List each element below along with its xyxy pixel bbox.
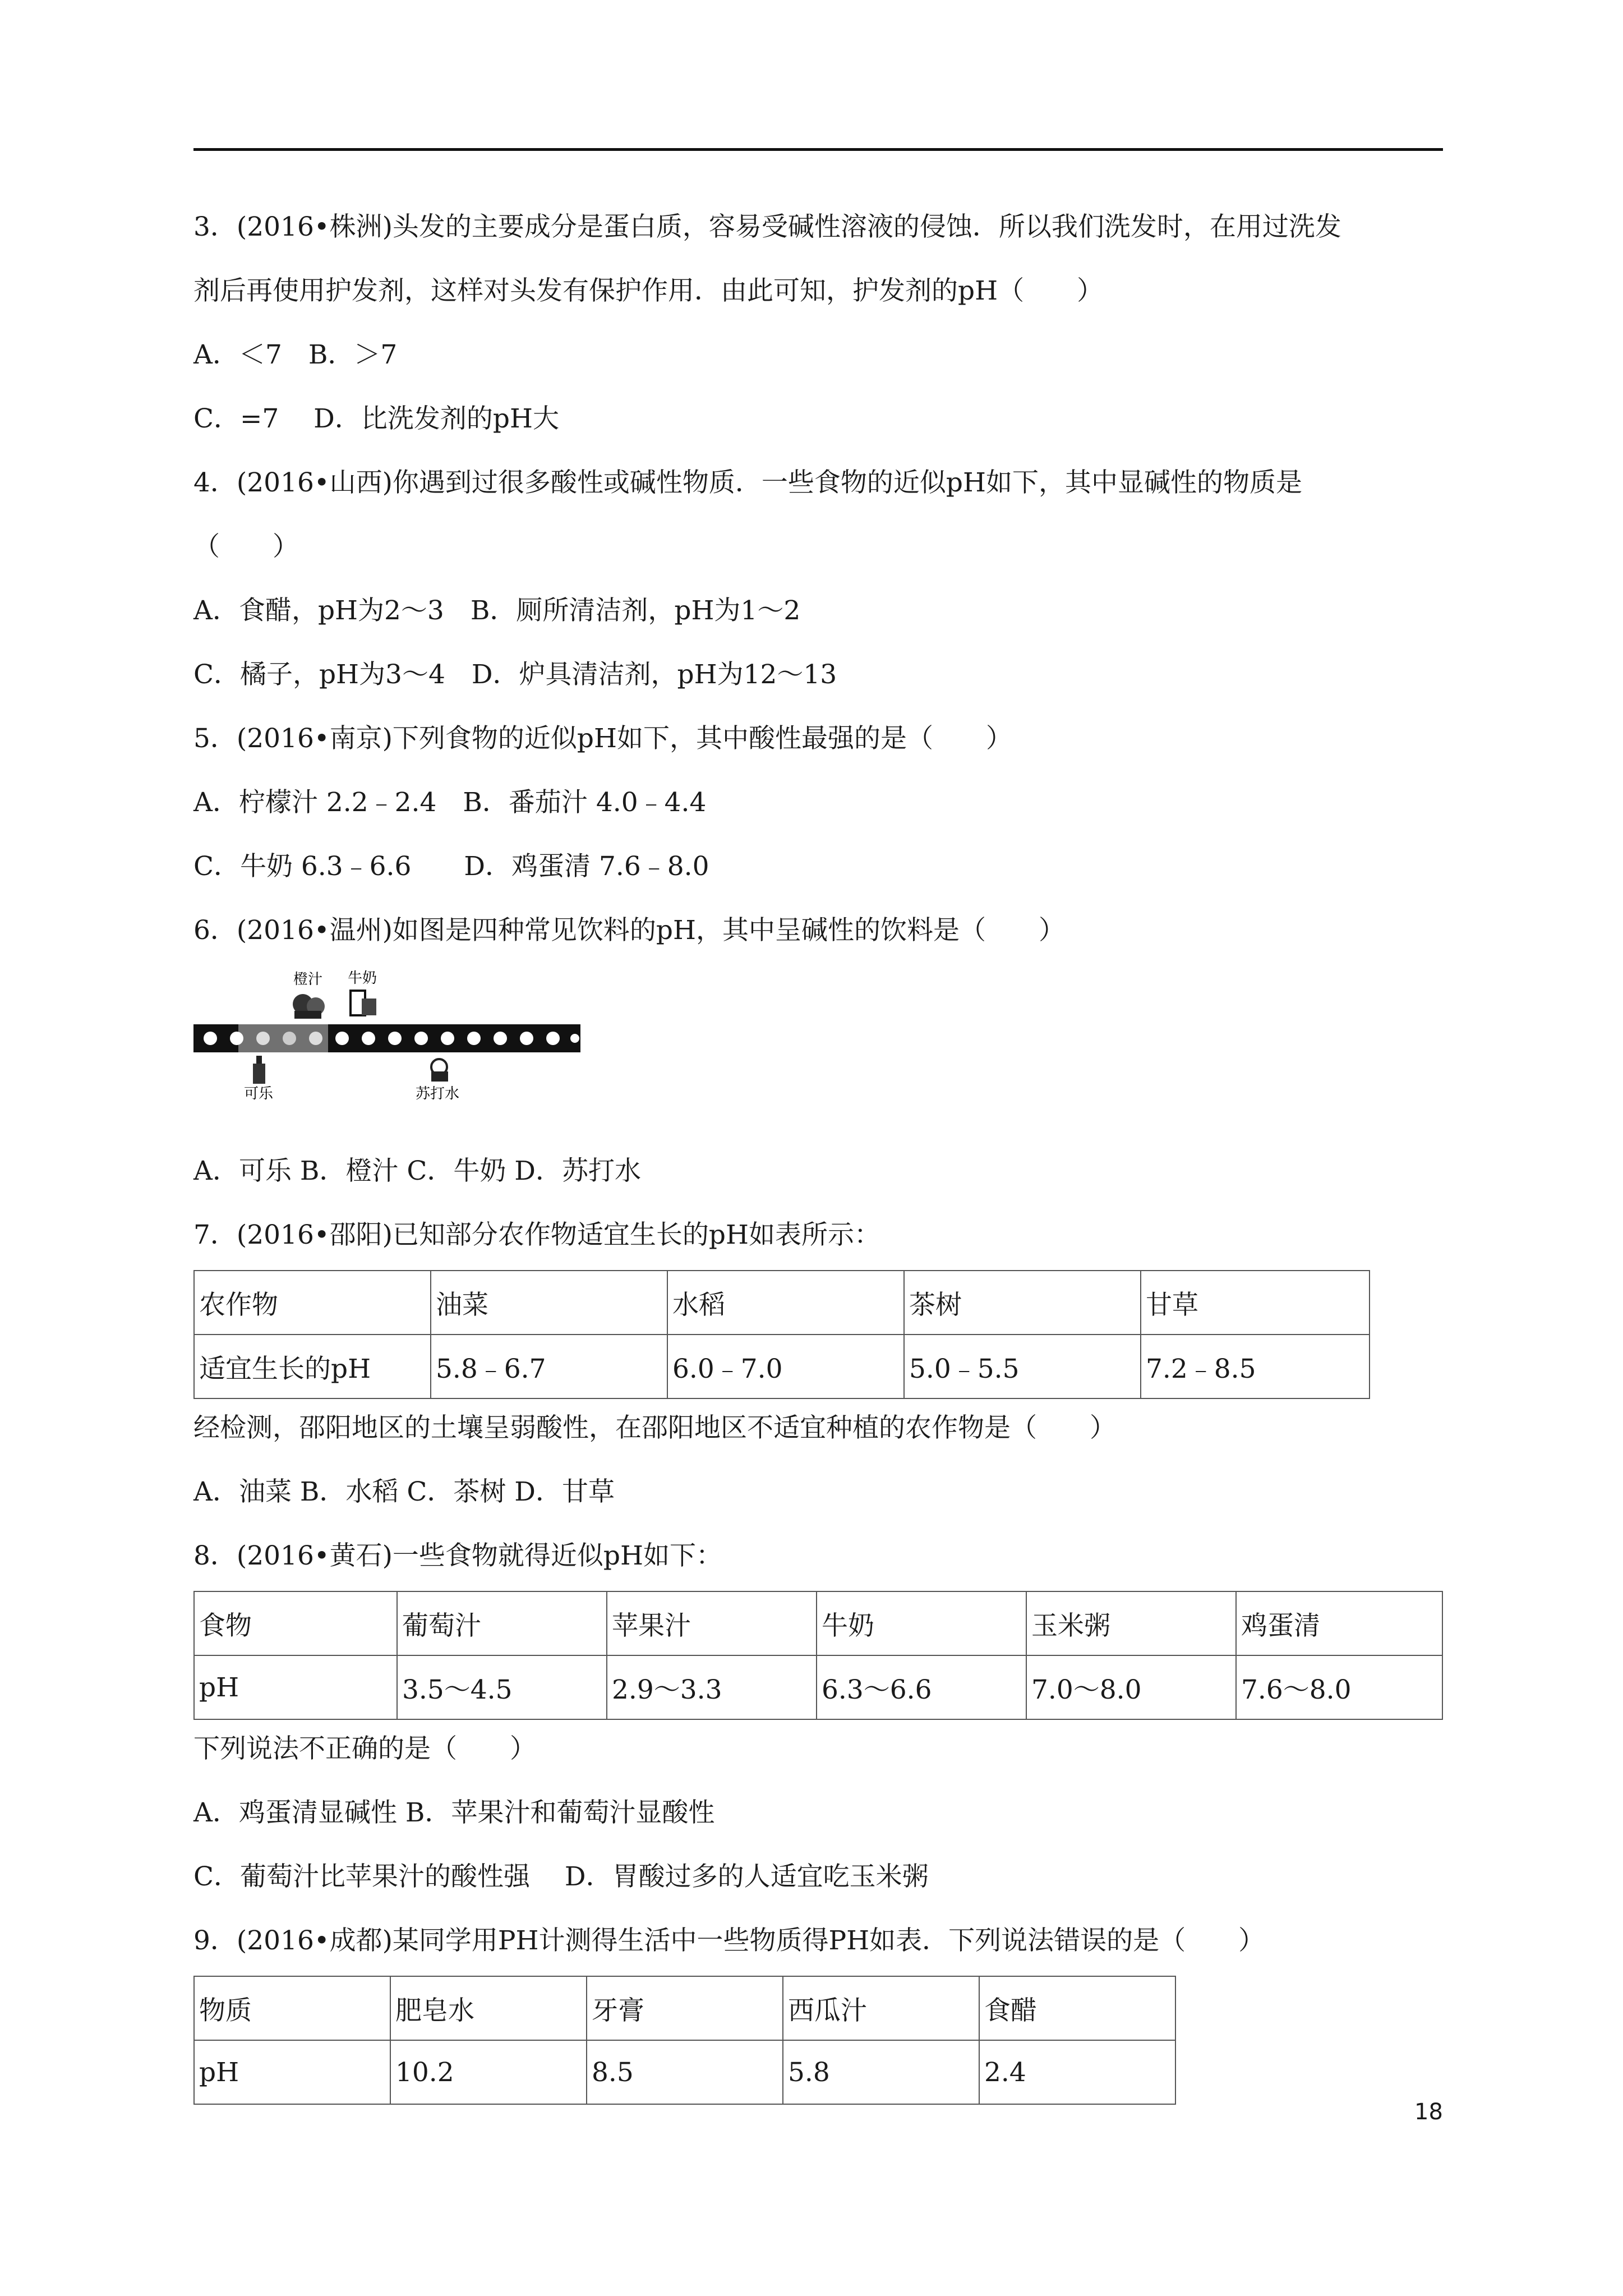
q4-options-ab: A．食醋，pH为2～3 B．厕所清洁剂，pH为1～2 [193, 595, 801, 626]
q3-stem-line2: 剂后再使用护发剂，这样对头发有保护作用．由此可知，护发剂的pH（ ） [193, 275, 1104, 306]
label-soda-water: 苏打水 [416, 1085, 460, 1101]
q7-options: A．油菜 B．水稻 C．茶树 D．甘草 [193, 1476, 615, 1507]
table-cell: 7.0～8.0 [1026, 1655, 1236, 1719]
q3-stem-line1: 3．(2016•株洲)头发的主要成分是蛋白质，容易受碱性溶液的侵蚀．所以我们洗发时，在用过洗发 [193, 211, 1341, 242]
table-cell: 适宜生长的pH [194, 1335, 431, 1398]
q5-stem: 5．(2016•南京)下列食物的近似pH如下，其中酸性最强的是（ ） [193, 723, 1012, 754]
ph-scale-figure [193, 966, 586, 1101]
soda-water-icon [431, 1059, 448, 1082]
table-cell: 玉米粥 [1026, 1591, 1236, 1655]
table-cell: 肥皂水 [390, 1976, 587, 2040]
label-milk: 牛奶 [348, 970, 377, 987]
cola-bottle-icon [253, 1056, 265, 1084]
table-cell: 牛奶 [817, 1591, 1026, 1655]
q7-stem: 7．(2016•邵阳)已知部分农作物适宜生长的pH如表所示： [193, 1220, 880, 1250]
table-cell: 5.8﹣6.7 [431, 1335, 667, 1398]
table-cell: 西瓜汁 [783, 1976, 979, 2040]
table-cell: 3.5～4.5 [397, 1655, 607, 1719]
table-cell: 食物 [194, 1591, 397, 1655]
table-cell: 5.8 [783, 2040, 979, 2104]
table-cell: 苹果汁 [607, 1591, 817, 1655]
q4-stem-line2: （ ） [193, 531, 299, 562]
q7-question: 经检测，邵阳地区的土壤呈弱酸性，在邵阳地区不适宜种植的农作物是（ ） [193, 1412, 1116, 1443]
q9-substance-ph-table [193, 1976, 1176, 2105]
table-cell: 葡萄汁 [397, 1591, 607, 1655]
table-cell: 2.4 [979, 2040, 1175, 2104]
q5-options-cd: C．牛奶 6.3﹣6.6 D．鸡蛋清 7.6﹣8.0 [193, 851, 709, 882]
table-cell: 牙膏 [587, 1976, 783, 2040]
q9-stem: 9．(2016•成都)某同学用PH计测得生活中一些物质得PH如表．下列说法错误的是（ ） [193, 1925, 1265, 1956]
q5-options-ab: A．柠檬汁 2.2﹣2.4 B．番茄汁 4.0﹣4.4 [193, 787, 707, 818]
q4-stem-line1: 4．(2016•山西)你遇到过很多酸性或碱性物质．一些食物的近似pH如下，其中显碱性的物质是 [193, 467, 1302, 498]
q3-options-ab: A．＜7 B．＞7 [193, 339, 398, 370]
table-cell: 油菜 [431, 1271, 667, 1335]
table-cell: 甘草 [1141, 1271, 1370, 1335]
label-cola: 可乐 [244, 1085, 274, 1101]
q3-options-cd: C．=7 D．比洗发剂的pH大 [193, 403, 559, 434]
q8-stem: 8．(2016•黄石)一些食物就得近似pH如下： [193, 1540, 722, 1571]
ph-scale-marks [204, 1032, 579, 1045]
table-cell: 水稻 [667, 1271, 904, 1335]
q8-food-ph-table [193, 1591, 1443, 1720]
milk-carton-icon [351, 991, 376, 1015]
table-cell: 茶树 [904, 1271, 1141, 1335]
table-cell: 7.6～8.0 [1236, 1655, 1442, 1719]
table-cell: pH [194, 2040, 390, 2104]
q6-options: A．可乐 B．橙汁 C．牛奶 D．苏打水 [193, 1156, 641, 1186]
q8-options-ab: A．鸡蛋清显碱性 B．苹果汁和葡萄汁显酸性 [193, 1797, 715, 1828]
q6-stem: 6．(2016•温州)如图是四种常见饮料的pH，其中呈碱性的饮料是（ ） [193, 915, 1065, 946]
q4-options-cd: C．橘子，pH为3～4 D．炉具清洁剂，pH为12～13 [193, 659, 837, 690]
table-cell: 7.2﹣8.5 [1141, 1335, 1370, 1398]
table-cell: pH [194, 1655, 397, 1719]
table-cell: 农作物 [194, 1271, 431, 1335]
q8-question: 下列说法不正确的是（ ） [193, 1733, 536, 1764]
table-cell: 食醋 [979, 1976, 1175, 2040]
table-cell: 2.9～3.3 [607, 1655, 817, 1719]
table-cell: 5.0﹣5.5 [904, 1335, 1141, 1398]
page-number: 18 [1414, 2099, 1443, 2125]
table-cell: 物质 [194, 1976, 390, 2040]
table-cell: 8.5 [587, 2040, 783, 2104]
q7-crop-ph-table [193, 1270, 1370, 1399]
label-orange-juice: 橙汁 [293, 971, 323, 988]
table-cell: 10.2 [390, 2040, 587, 2104]
q8-options-cd: C．葡萄汁比苹果汁的酸性强 D．胃酸过多的人适宜吃玉米粥 [193, 1861, 929, 1892]
orange-juice-icon [293, 994, 325, 1019]
header-rule [193, 148, 1443, 151]
table-cell: 6.3～6.6 [817, 1655, 1026, 1719]
table-cell: 鸡蛋清 [1236, 1591, 1442, 1655]
table-cell: 6.0﹣7.0 [667, 1335, 904, 1398]
